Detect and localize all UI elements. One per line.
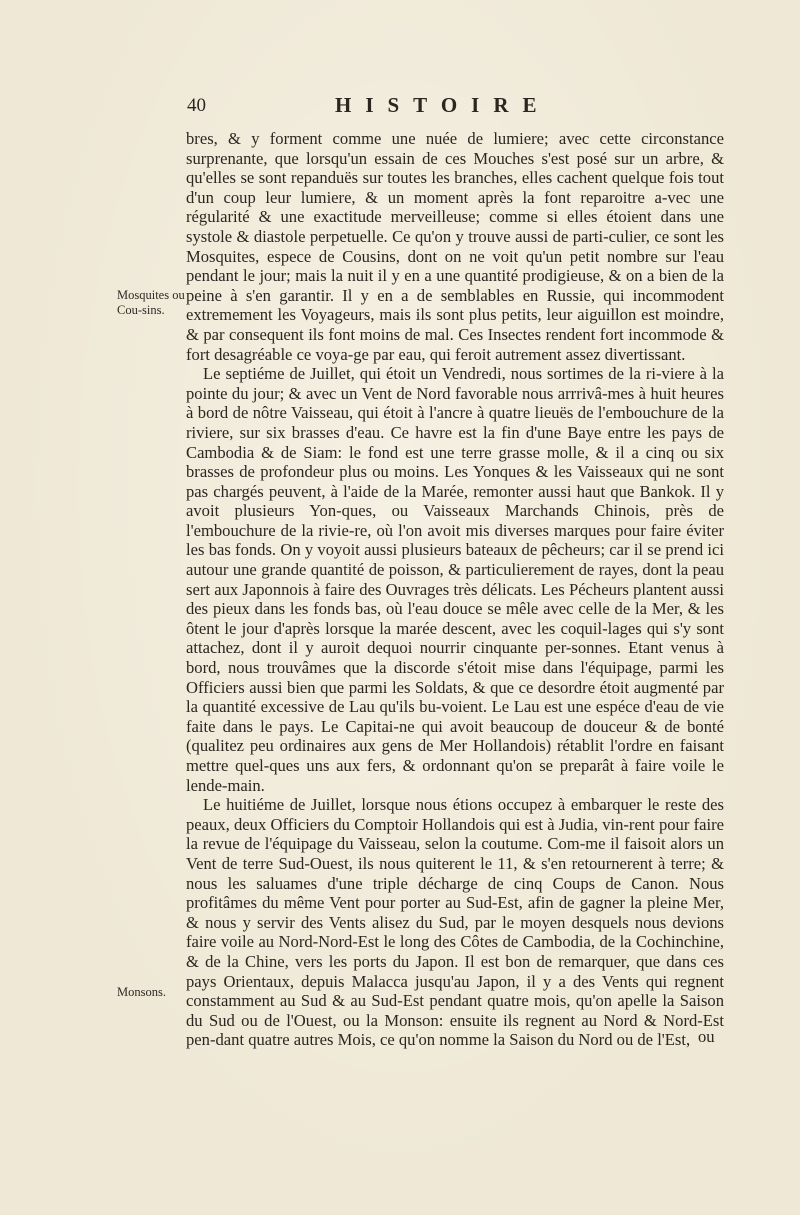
paragraph-1: bres, & y forment comme une nuée de lumiere; avec cette circonstance surprenante, que lorsqu'un essain de ces Mouches s'est posé sur un arbre, & qu'elles se sont repanduës sur toutes les branches, elles cachent quelque fois tout d'un coup leur lumiere, & un moment après la font reparoitre a-vec une régularité & une exactitude merveilleuse; comme si elles étoient dans une systole & diastole perpetuelle. Ce qu'on y trouve aussi de parti-culier, ce sont les Mosquites, espece de Cousins, dont on ne voit qu'un petit nombre sur l'eau pendant le jour; mais la nuit il y en a une quantité prodigieuse, & on a bien de la peine à s'en garantir. Il y en a de semblables en Russie, qui incommodent extremement les Voyageurs, mais ils sont plus petits, leur aiguillon est moindre, & par consequent ils font moins de mal. Ces Insectes rendent fort incommode & fort desagréable ce voya-ge par eau, qui feroit autrement assez divertissant. [186,129,724,364]
running-head [0,93,800,123]
page-number: 40 [187,95,206,116]
margin-note-monsons: Monsons. [117,985,166,999]
body-text [186,129,724,1050]
margin-note-mosquites: Mosquites ou Cou-sins. [117,288,185,317]
paragraph-3: Le huitiéme de Juillet, lorsque nous étions occupez à embarquer le reste des peaux, deux Officiers du Comptoir Hollandois qui est à Judia, vin-rent pour faire la revue de l'équipage du Vaisseau, selon la coutume. Com-me il faisoit alors un Vent de terre Sud-Ouest, ils nous quiterent le 11, & s'en retournerent à terre; & nous les saluames d'une triple décharge de cinq Coups de Canon. Nous profitâmes du même Vent pour porter au Sud-Est, afin de gagner la pleine Mer, & nous y servir des Vents alisez du Sud, par le moyen desquels nous devions faire voile au Nord-Nord-Est le long des Côtes de Cambodia, de la Cochinchine, & de la Chine, vers les ports du Japon. Il est bon de remarquer, que dans ces pays Orientaux, depuis Malacca jusqu'au Japon, il y a des Vents qui regnent constamment au Sud & au Sud-Est pendant quatre mois, qu'on apelle la Saison du Sud ou de l'Ouest, ou la Monson: ensuite ils regnent au Nord & Nord-Est pen-dant quatre autres Mois, ce qu'on nomme la Saison du Nord ou de l'Est, [186,795,724,1050]
paragraph-2: Le septiéme de Juillet, qui étoit un Vendredi, nous sortimes de la ri-viere à la pointe du jour; & avec un Vent de Nord favorable nous arrrivâ-mes à huit heures à bord de nôtre Vaisseau, qui étoit à l'ancre à quatre lieuës de l'embouchure de la riviere, sur six brasses d'eau. Ce havre est la fin d'une Baye entre les pays de Cambodia & de Siam: le fond est une terre grasse molle, & il a cinq ou six brasses de profondeur plus ou moins. Les Yonques & les Vaisseaux qui ne sont pas chargés peuvent, à l'aide de la Marée, remonter aussi haut que Bankok. Il y avoit plusieurs Yon-ques, ou Vaisseaux Marchands Chinois, près de l'embouchure de la rivie-re, où l'on avoit mis diverses marques pour faire éviter les bas fonds. On y voyoit aussi plusieurs bateaux de pêcheurs; car il se prend ici autour une grande quantité de poisson, & particulierement de rayes, dont la peau sert aux Japonnois à faire des Ouvrages très délicats. Les Pécheurs plantent aussi des pieux dans les fonds bas, où l'eau douce se mêle avec celle de la Mer, & les ôtent le jour d'après lorsque la marée descent, avec les coquil-lages qui s'y sont attachez, dont il y auroit dequoi nourrir cinquante per-sonnes. Etant venus à bord, nous trouvâmes que la discorde s'étoit mise dans l'équipage, parmi les Officiers aussi bien que parmi les Soldats, & que ce desordre étoit augmenté par la quantité excessive de Lau qu'ils bu-voient. Le Lau est une espéce d'eau de vie faite dans le pays. Le Capitai-ne qui avoit beaucoup de douceur & de bonté (qualitez peu ordinaires aux gens de Mer Hollandois) rétablit l'ordre en faisant mettre quel-ques uns aux fers, & ordonnant qu'on se preparât à faire voile le lende-main. [186,364,724,795]
running-title: HISTOIRE [335,93,551,117]
catchword: ou [698,1027,715,1046]
